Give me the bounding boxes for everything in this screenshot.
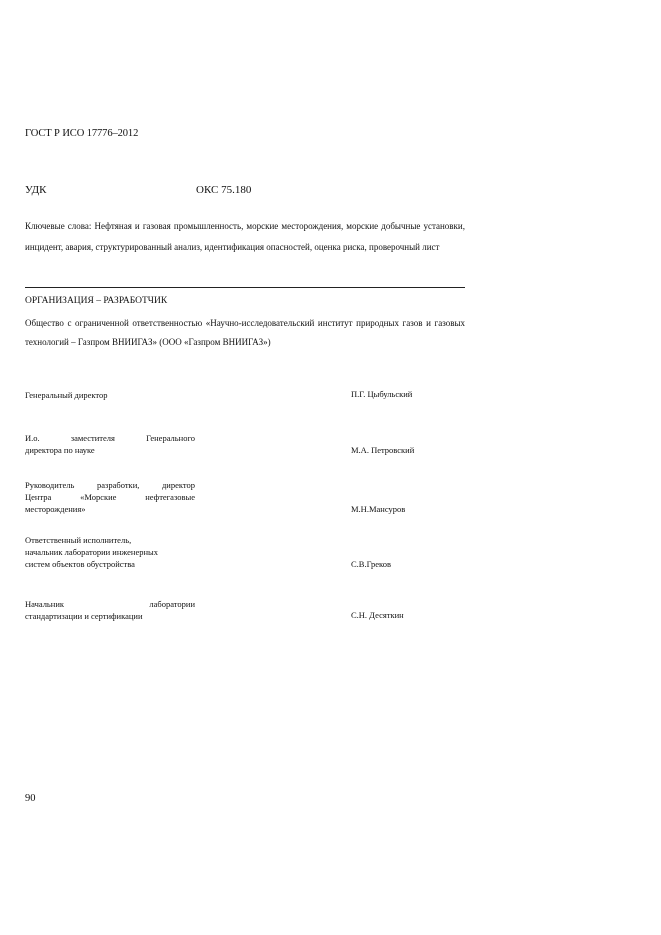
- page-number: 90: [25, 793, 36, 804]
- role-line: директора по науке: [25, 445, 95, 455]
- role-line: месторождения»: [25, 504, 86, 514]
- udk-label: УДК: [25, 184, 47, 196]
- organization-text: Общество с ограниченной ответственностью «Научно-исследовательский институт природных газов и газовых технологий – Газпром ВНИИГАЗ» (ООО «Газпром ВНИИГАЗ»): [25, 318, 465, 347]
- signatory-role: [25, 534, 195, 570]
- signatory-role: [25, 598, 195, 622]
- role-line: И.о. заместителя Генерального: [25, 433, 195, 443]
- organization-heading: ОРГАНИЗАЦИЯ – РАЗРАБОТЧИК: [25, 296, 168, 306]
- role-line: начальник лаборатории инженерных: [25, 547, 159, 557]
- role-line: Начальник лаборатории: [25, 599, 195, 609]
- signatory-role: [25, 432, 195, 456]
- signatory-role: [25, 389, 195, 401]
- signatory-name: П.Г. Цыбульский: [351, 389, 413, 399]
- role-line: Генеральный директор: [25, 390, 108, 400]
- role-line: Центра «Морские нефтегазовые: [25, 492, 195, 502]
- role-line: Руководитель разработки, директор: [25, 480, 195, 490]
- role-line: стандартизации и сертификации: [25, 611, 143, 621]
- signatory-name: М.А. Петровский: [351, 445, 415, 455]
- signatory-name: С.Н. Десяткин: [351, 610, 404, 620]
- role-line: систем объектов обустройства: [25, 559, 135, 569]
- standard-designation: ГОСТ Р ИСО 17776–2012: [25, 128, 139, 139]
- divider-line: [25, 287, 465, 288]
- keywords-paragraph: Ключевые слова: Нефтяная и газовая промышленность, морские месторождения, морские добычные установки, инцидент, авария, структурированный анализ, идентификация опасностей, оценка риска, проверочный лист: [25, 221, 465, 252]
- oks-code: ОКС 75.180: [196, 184, 252, 196]
- role-line: Ответственный исполнитель,: [25, 535, 132, 545]
- signatory-role: [25, 479, 195, 515]
- signatory-name: С.В.Греков: [351, 559, 391, 569]
- signatory-name: М.Н.Мансуров: [351, 504, 406, 514]
